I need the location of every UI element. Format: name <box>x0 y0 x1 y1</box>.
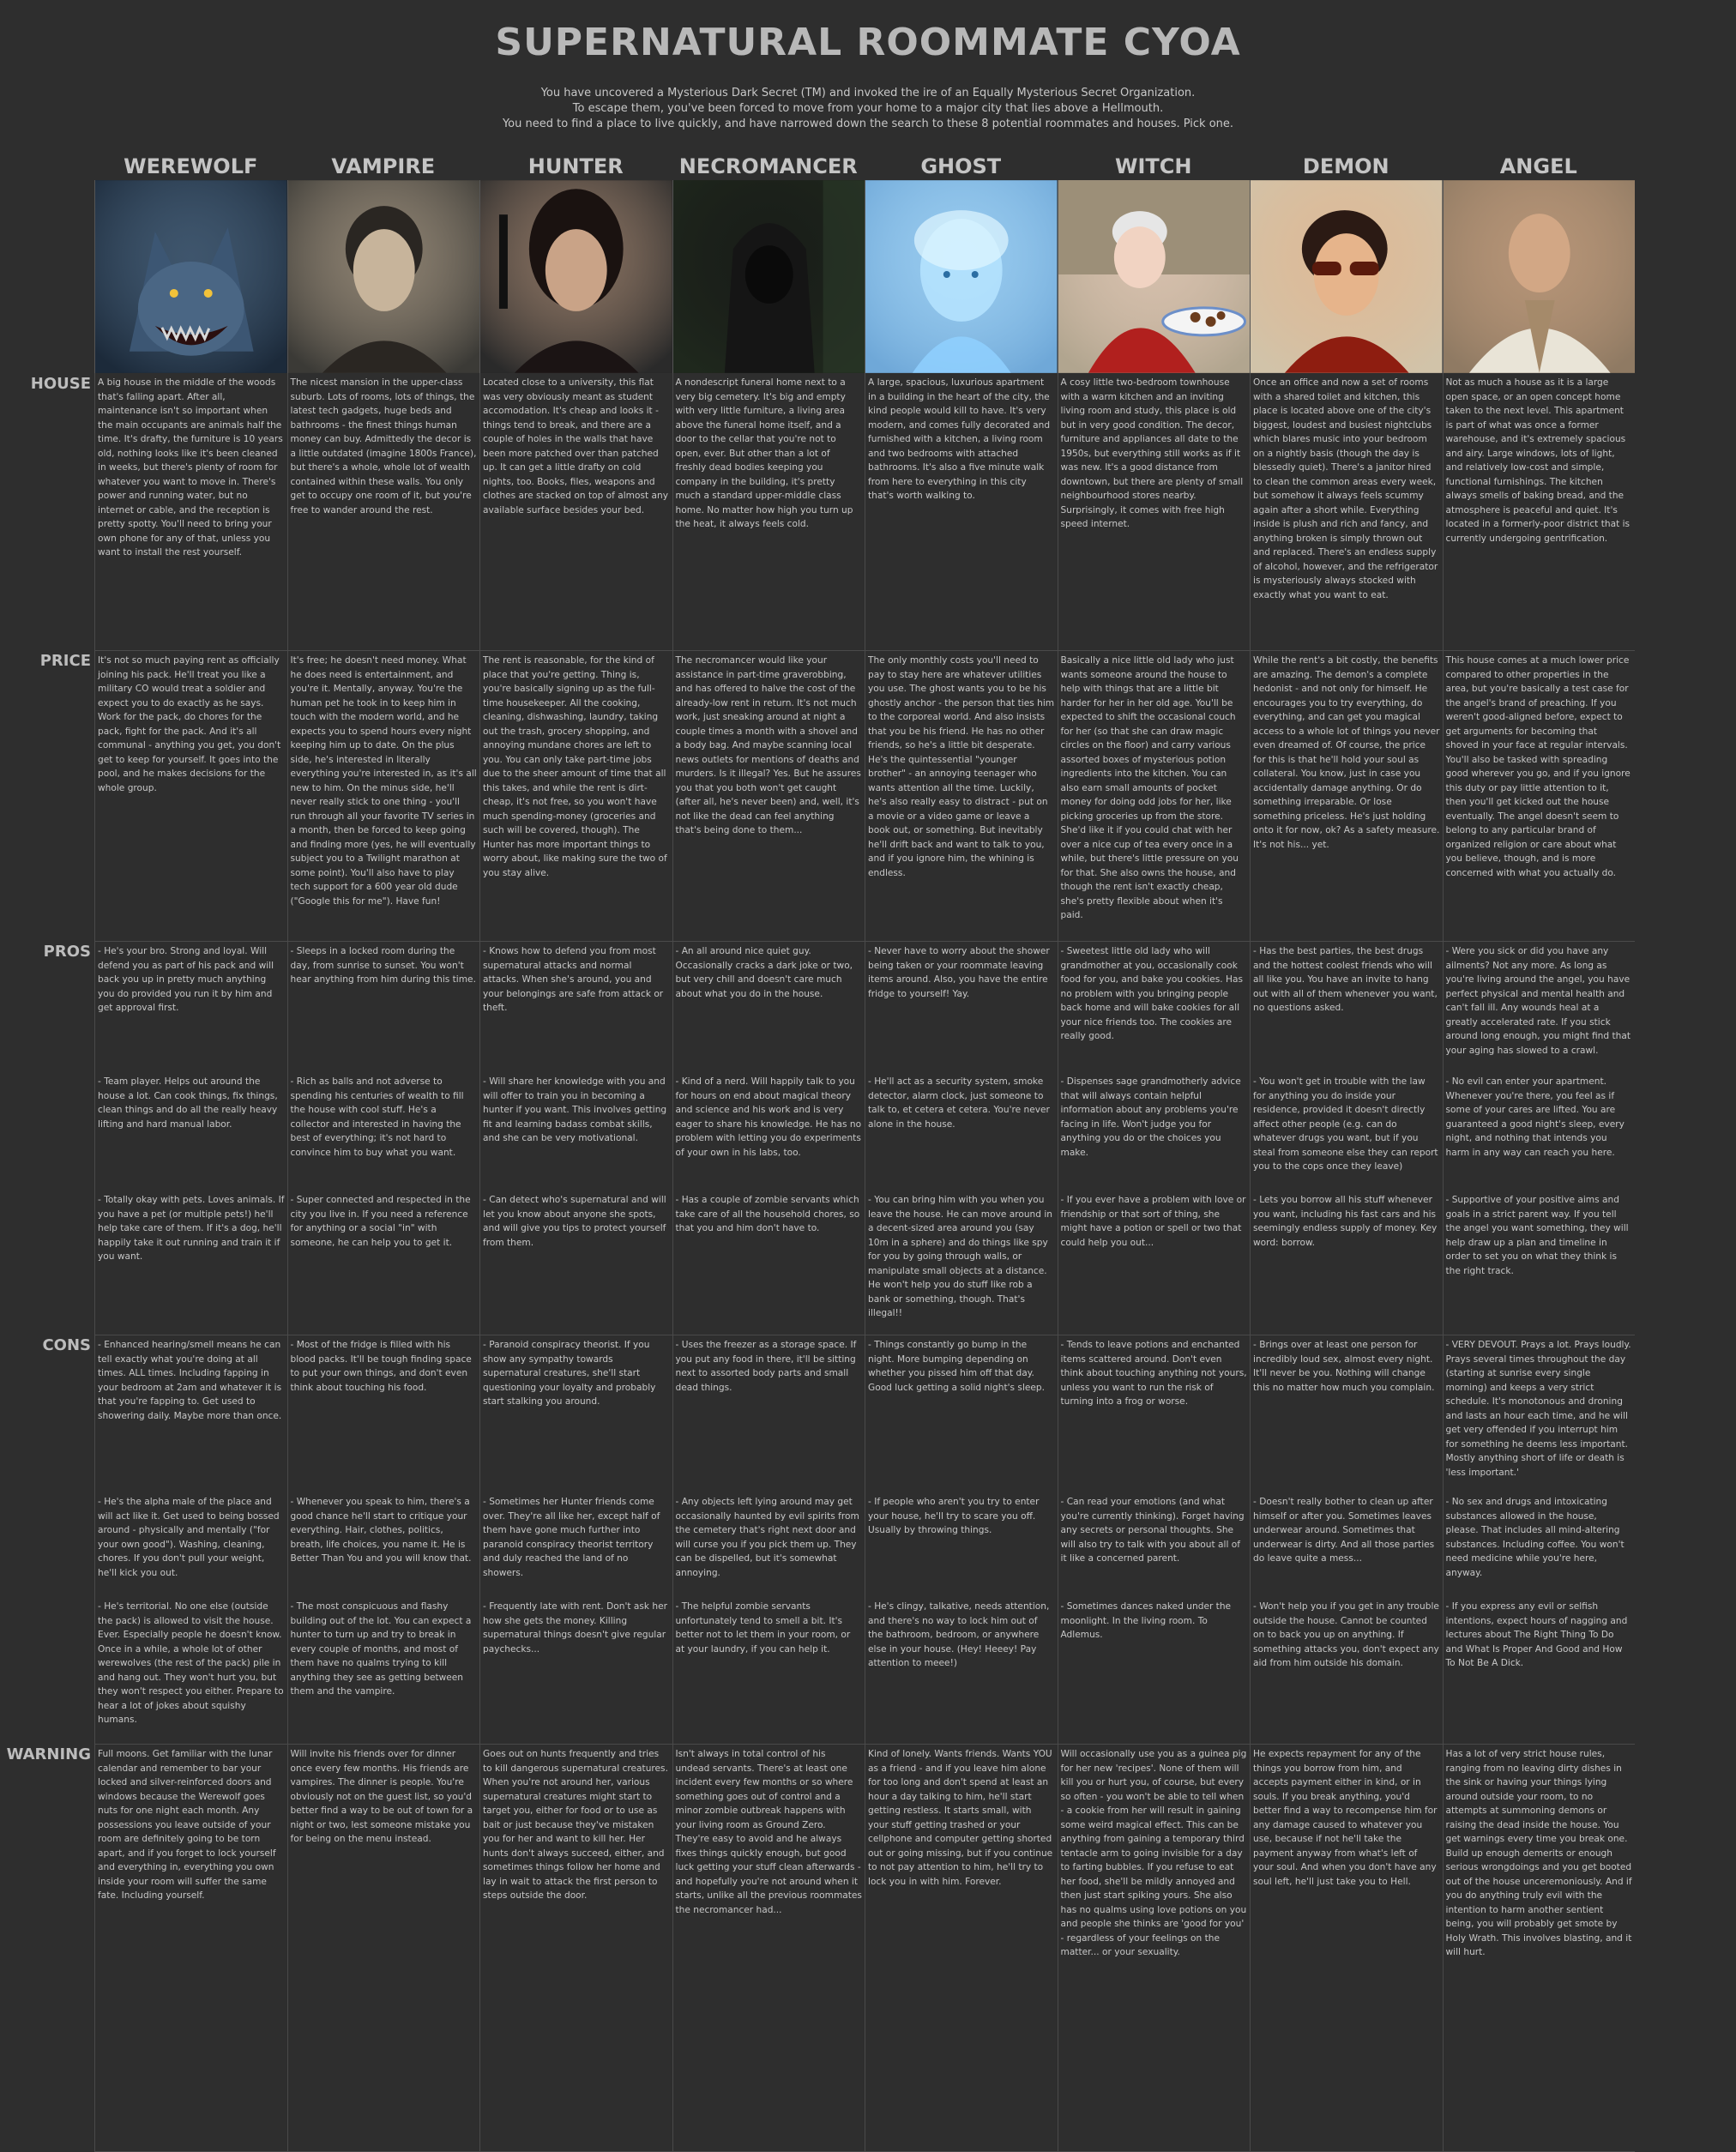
pros-item: - An all around nice quiet guy. Occasionally cracks a dark joke or two, but very chill and doesn't care much about what you do in the house. <box>675 946 853 999</box>
price-cell <box>1250 651 1443 942</box>
pros-cell <box>1250 942 1443 1335</box>
house-text: Not as much a house as it is a large open space, or an open concept home taken to the next level. This apartment is part of what was once a former warehouse, and it's extremely spacious and airy. Large windows, lots of light, and relatively low-cost and simple, functional furnishings. The kitchen always smells of baking bread, and the atmosphere is peaceful and quiet. It's located in a formerly-poor district that is currently undergoing gentrification. <box>1445 377 1631 544</box>
intro-line: You need to find a place to live quickly, and have narrowed down the search to these 8 potential roommates and houses. Pick one. <box>502 118 1234 130</box>
pros-item: - Were you sick or did you have any ailments? Not any more. As long as you're living around the angel, you have perfect physical and mental health and can't fall ill. Any wounds heal at a greatly accelerated rate. If you stick around long enough, you might find that your aging has slowed to a crawl. <box>1445 946 1631 1056</box>
cons-item: - Tends to leave potions and enchanted items scattered around. Don't even think about touching anything not yours, unless you want to run the risk of turning into a frog or worse. <box>1060 1340 1247 1407</box>
intro-line: You have uncovered a Mysterious Dark Secret (TM) and invoked the ire of an Equally Mysterious Secret Organization. <box>540 87 1196 99</box>
price-cell <box>94 651 287 942</box>
pros-item: - You can bring him with you when you leave the house. He can move around in a decent-sized area around you (say 10m in a sphere) and do things like spy for you by going through walls, or manipulate small objects at a distance. He won't help you do stuff like rob a bank or something, though. That's illegal!! <box>868 1195 1053 1318</box>
house-text: The nicest mansion in the upper-class suburb. Lots of rooms, lots of things, the latest tech gadgets, huge beds and bathrooms - the finest things human money can buy. Admittedly the decor is a little outdated (imagine 1800s France), but there's a whole, whole lot of wealth contained within these walls. You only get to occupy one room of it, but you're free to wander around the rest. <box>290 377 477 515</box>
cons-cell <box>479 1335 672 1745</box>
price-text: The only monthly costs you'll need to pay to stay here are whatever utilities you use. The ghost wants you to be his ghostly anchor - the person that ties him to the corporeal world. And also insists that you be his friend. He has no other friends, so he's a little bit desperate. He's the quintessential "younger brother" - an annoying teenager who wants attention all the time. Luckily, he's also really easy to distract - put on a movie or a video game or leave a book out, or something. But inevitably he'll drift back and want to talk to you, and if you ignore him, the whining is endless. <box>868 655 1055 878</box>
price-cell <box>672 651 865 942</box>
cons-item: - Whenever you speak to him, there's a good chance he'll start to critique your everything. Hair, clothes, politics, breath, life choices, you name it. He is Better Than You and you will know that. <box>290 1497 472 1564</box>
house-text: A big house in the middle of the woods that's falling apart. After all, maintenance isn't so important when the main occupants are animals half the time. It's drafty, the furniture is 10 years old, nothing looks like it's been cleaned in weeks, but there's plenty of room for whatever you want to move in. There's power and running water, but no internet or cable, and the reception is pretty spotty. You'll need to bring your own phone for any of that, unless you want to install the rest yourself. <box>98 377 283 558</box>
warning-cell <box>479 1745 672 2152</box>
row-label-pros: PROS <box>43 943 91 961</box>
pros-cell <box>94 942 287 1335</box>
pros-item: - He'll act as a security system, smoke detector, alarm clock, just someone to talk to, et cetera et cetera. You're never alone in the house. <box>868 1076 1050 1130</box>
ghost-portrait <box>865 180 1058 373</box>
house-cell <box>672 373 865 651</box>
price-cell <box>479 651 672 942</box>
row-label-cons: CONS <box>42 1336 91 1354</box>
cons-cell <box>672 1335 865 1745</box>
pros-cell <box>479 942 672 1335</box>
warning-text: He expects repayment for any of the things you borrow from him, and accepts payment either in kind, or in souls. If you break anything, you'd better find a way to recompense him for any damage caused to whatever you use, because if not he'll take the payment anyway from what's left of your soul. And when you don't have any soul left, he'll just take you to Hell. <box>1253 1749 1438 1887</box>
werewolf-portrait <box>94 180 287 373</box>
house-cell <box>94 373 287 651</box>
house-text: Located close to a university, this flat was very obviously meant as student accomodation. It's cheap and looks it - things tend to break, and there are a couple of holes in the walls that have been more patched over than patched up. It can get a little drafty on cold nights, too. Books, files, weapons and clothes are stacked on top of almost any available surface besides your bed. <box>483 377 668 515</box>
column-header: ANGEL <box>1499 154 1577 178</box>
warning-text: Kind of lonely. Wants friends. Wants YOU as a friend - and if you leave him alone for too long and don't spend at least an hour a day talking to him, he'll start getting restless. It starts small, with your stuff getting trashed or your cellphone and computer getting shorted out or going missing, but if you continue to not pay attention to him, he'll try to lock you in with him. Forever. <box>868 1749 1053 1887</box>
demon-portrait <box>1250 180 1443 373</box>
pros-item: - Team player. Helps out around the house a lot. Can cook things, fix things, clean things and do all the really heavy lifting and hard manual labor. <box>98 1076 278 1130</box>
warning-text: Isn't always in total control of his undead servants. There's at least one incident every few months or so where something goes out of control and a minor zombie outbreak happens with your living room as Ground Zero. They're easy to avoid and he always fixes things quickly enough, but good luck getting your stuff clean afterwards - and hopefully you're not around when it starts, unlike all the previous roommates the necromancer had... <box>675 1749 862 1915</box>
roommate-grid <box>94 148 1635 2152</box>
pros-cell <box>865 942 1058 1335</box>
warning-cell <box>94 1745 287 2152</box>
house-cell <box>865 373 1058 651</box>
cons-cell <box>865 1335 1058 1745</box>
warning-cell <box>1250 1745 1443 2152</box>
page-title: SUPERNATURAL ROOMMATE CYOA <box>495 21 1241 64</box>
price-cell <box>1058 651 1251 942</box>
cons-item: - He's the alpha male of the place and will act like it. Get used to being bossed around - physically and mentally ("for your own good"). Washing, cleaning, chores. If you don't pull your weight, he'll kick you out. <box>98 1497 280 1578</box>
house-cell <box>1443 373 1636 651</box>
cons-item: - He's clingy, talkative, needs attention, and there's no way to lock him out of the bathroom, bedroom, or anywhere else in your house. (Hey! Heeey! Pay attention to meee!) <box>868 1601 1050 1668</box>
warning-cell <box>672 1745 865 2152</box>
column-header: NECROMANCER <box>678 154 858 178</box>
column-header: VAMPIRE <box>331 154 436 178</box>
warning-text: Full moons. Get familiar with the lunar calendar and remember to bar your locked and silver-reinforced doors and windows because the Werewolf goes nuts for one night each month. Any possessions you leave outside of your room are definitely going to be torn apart, and if you forget to lock yourself and everything in, everything you own inside your room will suffer the same fate. Including yourself. <box>98 1749 276 1901</box>
warning-cell <box>1443 1745 1636 2152</box>
price-cell <box>865 651 1058 942</box>
row-label-warning: WARNING <box>6 1745 91 1763</box>
cons-cell <box>94 1335 287 1745</box>
angel-portrait <box>1443 180 1636 373</box>
cons-item: - The helpful zombie servants unfortunately tend to smell a bit. It's better not to let them in your room, or at your laundry, if you can help it. <box>675 1601 851 1655</box>
warning-text: Has a lot of very strict house rules, ranging from no leaving dirty dishes in the sink or having your things lying around outside your room, to no attempts at summoning demons or raising the dead inside the house. You get warnings every time you break one. Build up enough demerits or enough serious wrongdoings and you get booted out of the house unceremoniously. And if you do anything truly evil with the intention to harm another sentient being, you will probably get smote by Holy Wrath. This involves blasting, and it will hurt. <box>1445 1749 1632 1957</box>
warning-cell <box>865 1745 1058 2152</box>
pros-item: - Dispenses sage grandmotherly advice that will always contain helpful information about any problems you're facing in life. Won't judge you for anything you do or the choices you make. <box>1060 1076 1241 1158</box>
column-header: GHOST <box>920 154 1002 178</box>
pros-item: - You won't get in trouble with the law for anything you do inside your residence, provided it doesn't directly affect other people (e.g. can do whatever drugs you want, but if you steal from someone else they can report you to the cops once they leave) <box>1253 1076 1438 1172</box>
cons-item: - The most conspicuous and flashy building out of the lot. You can expect a hunter to turn up and try to break in every couple of months, and most of them have no qualms trying to kill anything they see as getting between them and the vampire. <box>290 1601 472 1697</box>
cons-item: - Can read your emotions (and what you're currently thinking). Forget having any secrets or personal thoughts. She will also try to talk with you about all of it like a concerned parent. <box>1060 1497 1245 1564</box>
pros-item: - Will share her knowledge with you and will offer to train you in becoming a hunter if you want. This involves getting fit and learning badass combat skills, and she can be very motivational. <box>483 1076 667 1143</box>
cons-item: - He's territorial. No one else (outside the pack) is allowed to visit the house. Ever. Especially people he doesn't know. Once in a while, a whole lot of other werewolves (the rest of the pack) pile in and hang out. They won't hurt you, but they won't respect you either. Prepare to hear a lot of jokes about squishy humans. <box>98 1601 284 1725</box>
pros-item: - Totally okay with pets. Loves animals. If you have a pet (or multiple pets!) he'll help take care of them. If it's a dog, he'll happily take it out running and train it if you want. <box>98 1195 285 1262</box>
cons-item: - Paranoid conspiracy theorist. If you show any sympathy towards supernatural creatures, she'll start questioning your loyalty and probably start stalking you around. <box>483 1340 656 1407</box>
warning-cell <box>1058 1745 1251 2152</box>
pros-item: - Can detect who's supernatural and will let you know about anyone she spots, and will give you tips to protect yourself from them. <box>483 1195 666 1248</box>
pros-item: - Supportive of your positive aims and goals in a strict parent way. If you tell the angel you want something, they will help draw up a plan and timeline in order to set you on what they think is the right track. <box>1445 1195 1629 1276</box>
cons-item: - If people who aren't you try to enter your house, he'll try to scare you off. Usually by throwing things. <box>868 1497 1040 1535</box>
house-text: A nondescript funeral home next to a very big cemetery. It's big and empty with very little furniture, a living area above the funeral home itself, and a door to the cellar that you're not to open, ever. But other than a lot of freshly dead bodies keeping you company in the building, it's pretty much a standard upper-middle class home. No matter how high you turn up the heat, it always feels cold. <box>675 377 853 529</box>
cons-item: - Won't help you if you get in any trouble outside the house. Cannot be counted on to back you up on anything. If something attacks you, don't expect any aid from him outside his domain. <box>1253 1601 1439 1668</box>
pros-item: - He's your bro. Strong and loyal. Will defend you as part of his pack and will back you up in pretty much anything you do provided you run it by him and get approval first. <box>98 946 274 1013</box>
pros-item: - Super connected and respected in the city you live in. If you need a reference for anything or a social "in" with someone, he can help you to get it. <box>290 1195 471 1248</box>
pros-item: - If you ever have a problem with love or friendship or that sort of thing, she might have a potion or spell or two that could help you out... <box>1060 1195 1246 1248</box>
cons-item: - Sometimes her Hunter friends come over. They're all like her, except half of them have gone much further into paranoid conspiracy theorist territory and duly reached the land of no showers. <box>483 1497 660 1578</box>
price-cell <box>1443 651 1636 942</box>
row-label-price: PRICE <box>39 652 91 670</box>
pros-item: - Kind of a nerd. Will happily talk to you for hours on end about magical theory and science and his work and is very eager to share his knowledge. He has no problem with letting you do experiments of your own in his labs, too. <box>675 1076 862 1158</box>
column-header: DEMON <box>1302 154 1389 178</box>
hunter-portrait <box>479 180 672 373</box>
intro-line: To escape them, you've been forced to move from your home to a major city that lies above a Hellmouth. <box>572 102 1164 115</box>
cons-cell <box>1058 1335 1251 1745</box>
row-label-house: HOUSE <box>30 375 91 393</box>
warning-cell <box>287 1745 480 2152</box>
price-cell <box>287 651 480 942</box>
cons-item: - Uses the freezer as a storage space. If you put any food in there, it'll be sitting next to assorted body parts and small dead things. <box>675 1340 857 1393</box>
price-text: It's not so much paying rent as officially joining his pack. He'll treat you like a military CO would treat a soldier and expect you to do exactly as he says. Work for the pack, do chores for the pack, fight for the pack. And it's all communal - anything you get, you don't get to keep for yourself. It goes into the pool, and he makes decisions for the whole group. <box>98 655 281 793</box>
warning-text: Will occasionally use you as a guinea pig for her new 'recipes'. None of them will kill you or hurt you, of course, but every so often - you won't be able to tell when - a cookie from her will result in gaining some weird magical effect. This can be anything from gaining a temporary third tentacle arm to going invisible for a day to farting bubbles. If you refuse to eat her food, she'll be mildly annoyed and then just start spiking yours. She also has no qualms using love potions on you and people she thinks are 'good for you' - regardless of your feelings on the matter... or your sexuality. <box>1060 1749 1247 1957</box>
cons-item: - Doesn't really bother to clean up after himself or after you. Sometimes leaves underwear around. Sometimes that underwear is dirty. And all those parties do leave quite a mess... <box>1253 1497 1435 1564</box>
price-text: The necromancer would like your assistance in part-time graverobbing, and has offered to halve the cost of the already-low rent in return. It's not much work, just sneaking around at night a couple times a month with a shovel and a body bag. And maybe scanning local news outlets for mentions of deaths and murders. Is it illegal? Yes. But he assures you that you both won't get caught (after all, he's never been) and, well, it's not like the dead can feel anything that's being done to them... <box>675 655 861 835</box>
pros-cell <box>1443 942 1636 1335</box>
cons-item: - Brings over at least one person for incredibly loud sex, almost every night. It'll never be you. Nothing will change this no matter how much you complain. <box>1253 1340 1435 1393</box>
pros-item: - Never have to worry about the shower being taken or your roommate leaving items around. Also, you have the entire fridge to yourself! Yay. <box>868 946 1050 999</box>
vampire-portrait <box>287 180 480 373</box>
pros-item: - Knows how to defend you from most supernatural attacks and normal attacks. When she's around, you and your belongings are safe from attack or theft. <box>483 946 664 1013</box>
witch-portrait <box>1058 180 1251 373</box>
cons-item: - Things constantly go bump in the night. More bumping depending on whether you pissed him off that day. Good luck getting a solid night's sleep. <box>868 1340 1046 1393</box>
price-text: While the rent's a bit costly, the benefits are amazing. The demon's a complete hedonist - and not only for himself. He encourages you to try everything, do everything, and can get you magical access to a whole lot of things you never even dreamed of. Of course, the price for this is that he'll hold your soul as collateral. You know, just in case you accidentally damage anything. Or do something irreparable. Or lose something priceless. He's just holding onto it for now, ok? As a safety measure. It's not his... yet. <box>1253 655 1440 850</box>
pros-item: - Lets you borrow all his stuff whenever you want, including his fast cars and his seemingly endless supply of money. Key word: borrow. <box>1253 1195 1438 1248</box>
cons-cell <box>1250 1335 1443 1745</box>
pros-item: - Has the best parties, the best drugs and the hottest coolest friends who will all like you. You have an invite to hang out with all of them whenever you want, no questions asked. <box>1253 946 1438 1013</box>
price-text: Basically a nice little old lady who just wants someone around the house to help with things that are a little bit harder for her in her old age. You'll be expected to shift the occasional couch for her (so that she can draw magic circles on the floor) and carry various assorted boxes of mysterious potion ingredients into the kitchen. You can also earn small amounts of pocket money for doing odd jobs for her, like picking groceries up from the store. She'd like it if you could chat with her over a nice cup of tea every once in a while, but there's little pressure on you for that. She also owns the house, and though the rent isn't exactly cheap, she's pretty flexible about when it's paid. <box>1060 655 1239 920</box>
warning-text: Will invite his friends over for dinner once every few months. His friends are vampires. The dinner is people. You're obviously not on the guest list, so you'd better find a way to be out of town for a night or two, lest someone mistake you for being on the menu instead. <box>290 1749 473 1844</box>
house-text: A large, spacious, luxurious apartment in a building in the heart of the city, the kind people would kill to have. It's very modern, and comes fully decorated and furnished with a kitchen, a living room and two bedrooms with attached bathrooms. It's also a five minute walk from here to everything in this city that's worth walking to. <box>868 377 1051 501</box>
warning-text: Goes out on hunts frequently and tries to kill dangerous supernatural creatures. When you're not around her, various supernatural creatures might start to target you, either for food or to use as bait or just because they've mistaken you for her and want to kill her. Her hunts don't always succeed, either, and sometimes things follow her home and lay in wait to attack the first person to steps outside the door. <box>483 1749 668 1901</box>
pros-item: - No evil can enter your apartment. Whenever you're there, you feel as if some of your cares are lifted. You are guaranteed a good night's sleep, every night, and nothing that intends you harm in any way can reach you here. <box>1445 1076 1624 1158</box>
house-cell <box>287 373 480 651</box>
price-text: The rent is reasonable, for the kind of place that you're getting. Thing is, you're basically signing up as the full-time housekeeper. All the cooking, cleaning, dishwashing, laundry, taking out the trash, grocery shopping, and annoying mundane chores are left to you. You can only take part-time jobs due to the sheer amount of time that all this takes, and while the rent is dirt-cheap, it's not free, so you won't have much spending-money (groceries and such will be covered, though). The Hunter has more important things to worry about, like making sure the two of you stay alive. <box>483 655 667 878</box>
pros-cell <box>1058 942 1251 1335</box>
intro-text <box>0 86 1736 132</box>
cons-item: - If you express any evil or selfish intentions, expect hours of nagging and lectures about The Right Thing To Do and What Is Proper And Good and How To Not Be A Dick. <box>1445 1601 1628 1668</box>
column-header: WITCH <box>1115 154 1192 178</box>
house-text: Once an office and now a set of rooms with a shared toilet and kitchen, this place is located above one of the city's biggest, loudest and busiest nightclubs which blares music into your bedroom on a nightly basis (though the day is blessedly quiet). There's a janitor hired to clean the common areas every week, but somehow it always feels scummy again after a short while. Everything inside is plush and rich and fancy, and anything broken is simply thrown out and replaced. There's an endless supply of alcohol, however, and the refrigerator is mysteriously always stocked with exactly what you want to eat. <box>1253 377 1438 600</box>
cons-item: - No sex and drugs and intoxicating substances allowed in the house, please. That includes all mind-altering substances. Including coffee. You won't need medicine while you're here, anyway. <box>1445 1497 1624 1578</box>
cons-cell <box>287 1335 480 1745</box>
price-text: This house comes at a much lower price compared to other properties in the area, but you're basically a test case for the angel's brand of preaching. If you weren't good-aligned before, expect to get arguments for becoming that shoved in your face at regular intervals. You'll also be tasked with spreading good wherever you go, and if you ignore this duty or pay little attention to it, then you'll get kicked out the house eventually. The angel doesn't seem to belong to any particular brand of organized religion or care about what you believe, though, and is more concerned with what you actually do. <box>1445 655 1631 878</box>
cons-item: - Most of the fridge is filled with his blood packs. It'll be tough finding space to put your own things, and don't even think about touching his food. <box>290 1340 472 1393</box>
house-cell <box>479 373 672 651</box>
pros-item: - Sleeps in a locked room during the day, from sunrise to sunset. You won't hear anything from him during this time. <box>290 946 476 985</box>
cons-item: - VERY DEVOUT. Prays a lot. Prays loudly. Prays several times throughout the day (starting at sunrise every single morning) and keeps a very strict schedule. It's monotonous and droning and lasts an hour each time, and he will get very offended if you interrupt him for something he deems less important. Mostly anything short of life or death is 'less important.' <box>1445 1340 1631 1478</box>
cons-item: - Sometimes dances naked under the moonlight. In the living room. To Adlemus. <box>1060 1601 1232 1640</box>
pros-item: - Rich as balls and not adverse to spending his centuries of wealth to fill the house with cool stuff. He's a collector and interested in having the best of everything; it's not hard to convince him to buy what you want. <box>290 1076 464 1158</box>
house-cell <box>1250 373 1443 651</box>
pros-cell <box>672 942 865 1335</box>
column-header: HUNTER <box>527 154 624 178</box>
column-header: WEREWOLF <box>124 154 258 178</box>
pros-item: - Sweetest little old lady who will grandmother at you, occasionally cook food for you, and bake you cookies. Has no problem with you bringing people back home and will bake cookies for all your nice friends too. The cookies are really good. <box>1060 946 1244 1041</box>
cons-item: - Frequently late with rent. Don't ask her how she gets the money. Killing supernatural things doesn't give regular paychecks... <box>483 1601 668 1655</box>
cons-item: - Enhanced hearing/smell means he can tell exactly what you're doing at all times. ALL times. Including fapping in your bedroom at 2am and whatever it is that you're fapping to. Get used to showering daily. Maybe more than once. <box>98 1340 282 1421</box>
pros-cell <box>287 942 480 1335</box>
house-cell <box>1058 373 1251 651</box>
necromancer-portrait <box>672 180 865 373</box>
pros-item: - Has a couple of zombie servants which take care of all the household chores, so that you and him don't have to. <box>675 1195 860 1233</box>
house-text: A cosy little two-bedroom townhouse with a warm kitchen and an inviting living room and study, this place is old but in very good condition. The decor, furniture and appliances all date to the 1950s, but everything still works as if it was new. It's a good distance from downtown, but there are plenty of small neighbourhood stores nearby. Surprisingly, it comes with free high speed internet. <box>1060 377 1244 529</box>
cons-item: - Any objects left lying around may get occasionally haunted by evil spirits from the cemetery that's right next door and will curse you if you pick them up. They can be dispelled, but it's somewhat annoying. <box>675 1497 859 1578</box>
price-text: It's free; he doesn't need money. What he does need is entertainment, and you're it. Mentally, anyway. You're the human pet he took in to keep him in touch with the modern world, and he expects you to spend hours every night keeping him up to date. On the plus side, he's interested in literally everything you're interested in, as it's all new to him. On the minus side, he'll never really stick to one thing - you'll run through all your favorite TV series in a month, then be forced to keep going and finding more (yes, he will eventually subject you to a Twilight marathon at some point). You'll also have to play tech support for a 600 year old dude ("Google this for me"). Have fun! <box>290 655 477 907</box>
cons-cell <box>1443 1335 1636 1745</box>
